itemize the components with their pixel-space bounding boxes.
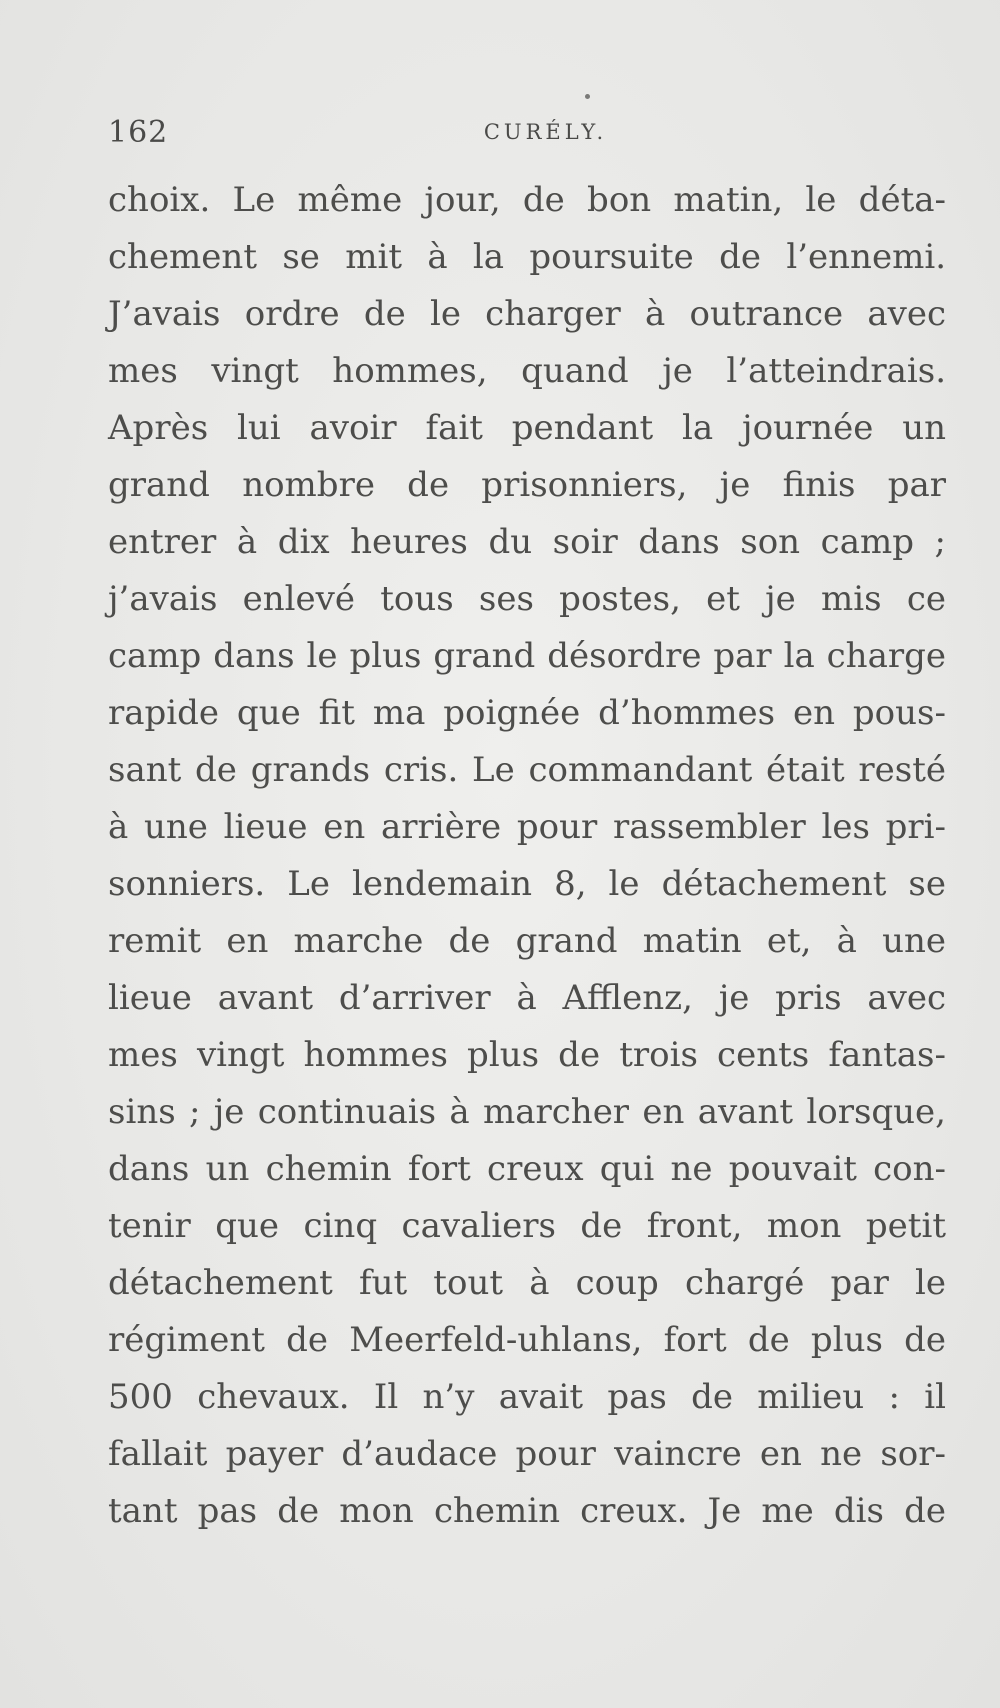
- text-line: mes vingt hommes plus de trois cents fantas-: [108, 1035, 946, 1075]
- text-line: sins ; je continuais à marcher en avant lorsque,: [108, 1092, 946, 1132]
- text-line: Après lui avoir fait pendant la journée un: [108, 408, 946, 448]
- text-line: mes vingt hommes, quand je l’atteindrais.: [108, 351, 946, 391]
- running-title: CURÉLY.: [483, 120, 608, 144]
- text-line: 500 chevaux. Il n’y avait pas de milieu : il: [108, 1377, 946, 1417]
- text-line: choix. Le même jour, de bon matin, le déta-: [108, 180, 946, 220]
- text-line: sant de grands cris. Le commandant était resté: [108, 750, 946, 790]
- text-line: détachement fut tout à coup chargé par le: [108, 1263, 946, 1303]
- text-line: grand nombre de prisonniers, je finis par: [108, 465, 946, 505]
- text-line: fallait payer d’audace pour vaincre en ne sor-: [108, 1434, 946, 1474]
- body-text: [108, 172, 946, 1540]
- text-line: J’avais ordre de le charger à outrance avec: [108, 294, 946, 334]
- text-line: remit en marche de grand matin et, à une: [108, 921, 946, 961]
- text-line: chement se mit à la poursuite de l’ennemi.: [108, 237, 946, 277]
- text-line: à une lieue en arrière pour rassembler les pri-: [108, 807, 946, 847]
- text-line: sonniers. Le lendemain 8, le détachement se: [108, 864, 946, 904]
- text-line: dans un chemin fort creux qui ne pouvait con-: [108, 1149, 946, 1189]
- text-line: lieue avant d’arriver à Afflenz, je pris avec: [108, 978, 946, 1018]
- text-line: j’avais enlevé tous ses postes, et je mis ce: [108, 579, 946, 619]
- text-line: entrer à dix heures du soir dans son camp ;: [108, 522, 946, 562]
- text-line: tenir que cinq cavaliers de front, mon petit: [108, 1206, 946, 1246]
- ink-speck: [585, 94, 590, 99]
- running-head: [108, 115, 953, 155]
- text-line: tant pas de mon chemin creux. Je me dis de: [108, 1491, 946, 1531]
- text-line: régiment de Meerfeld-uhlans, fort de plus de: [108, 1320, 946, 1360]
- text-line: camp dans le plus grand désordre par la charge: [108, 636, 946, 676]
- page-number: 162: [108, 115, 169, 150]
- text-line: rapide que fit ma poignée d’hommes en pous-: [108, 693, 946, 733]
